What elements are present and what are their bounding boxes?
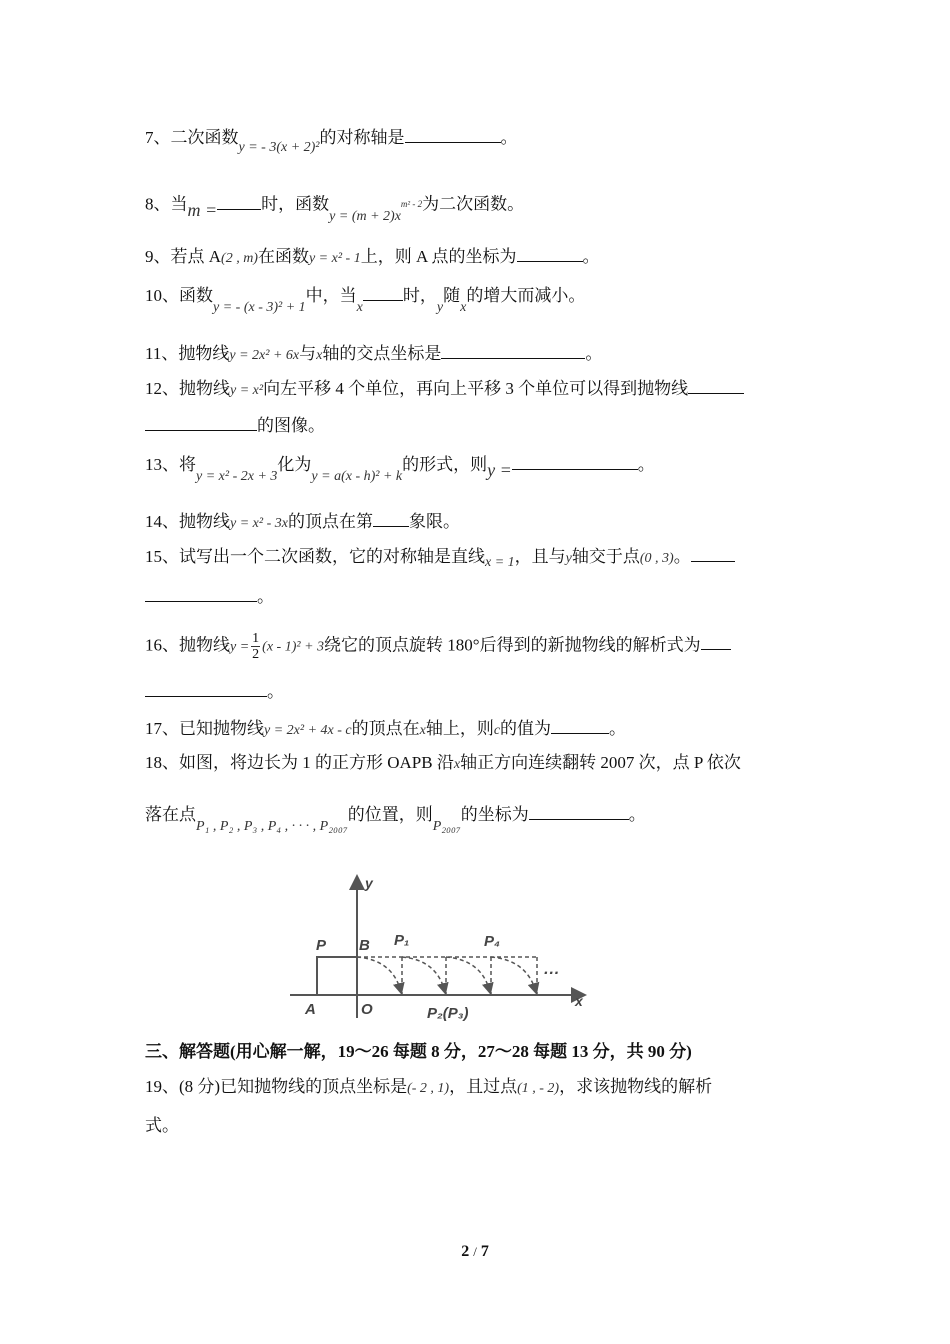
formula: y = x²: [230, 383, 264, 398]
square-oapb: [317, 957, 357, 995]
question-15-line2: 。: [145, 585, 274, 609]
formula: y = 2x² + 6x: [229, 348, 300, 363]
answer-blank[interactable]: [441, 342, 585, 359]
question-17: 17、已知抛物线y = 2x² + 4x - c的顶点在x轴上，则c的值为 。: [145, 719, 627, 738]
answer-blank[interactable]: [373, 510, 409, 527]
question-7: 7、二次函数$_{y = - 3(x + 2)^2}$的对称轴是 。: [145, 128, 518, 155]
rotation-arc: [402, 957, 445, 992]
label-o: O: [361, 1001, 373, 1018]
question-19-line2: 式。: [145, 1116, 179, 1135]
question-12-line2: 的图像。: [145, 414, 325, 438]
answer-blank[interactable]: [551, 717, 609, 734]
rotation-arc: [446, 957, 490, 992]
rotation-arc: [491, 957, 536, 992]
question-13: 13、将$_{y = x^2 - 2x + 3}$化为$_{y = a(x - h)^2 + k}$的形式，则y = 。: [145, 455, 655, 484]
formula: y = a(x - h)² + k: [311, 469, 403, 484]
question-16: 16、抛物线y = $\frac{1}{2}$ (x - 1)² + 3绕它的顶点旋转 180°后得到的新抛物线的解析式为: [145, 631, 731, 662]
question-9: 9、若点 A(2 , m)在函数y = x² - 1上，则 A 点的坐标为 。: [145, 247, 600, 266]
label-a: A: [305, 1001, 316, 1018]
square-rolling-figure: [285, 868, 595, 1028]
formula: y = - 3(x + 2)²: [238, 140, 320, 155]
label-p: P: [316, 937, 327, 954]
page-number: 2 / 7: [461, 1243, 489, 1260]
question-10: 10、函数$_{y = - (x - 3)^2 + 1}$中，当$_x$时，$_y$随$_x$的增大而减小。: [145, 286, 586, 315]
question-11: 11、抛物线y = 2x² + 6x与x轴的交点坐标是 。: [145, 344, 603, 363]
answer-blank[interactable]: [512, 453, 638, 470]
answer-blank[interactable]: [529, 803, 629, 820]
question-12: 12、抛物线y = x²向左平移 4 个单位，再向上平移 3 个单位可以得到抛物线: [145, 377, 744, 403]
section-title: 三、解答题(用心解一解，19～26 每题 8 分，27～28 每题 13 分，共 90 分): [145, 1042, 692, 1061]
answer-blank[interactable]: [145, 680, 267, 697]
answer-blank[interactable]: [688, 377, 744, 394]
formula: (x - 1)² + 3: [262, 639, 325, 655]
label-x: x: [575, 993, 583, 1009]
rotation-arc: [357, 957, 401, 992]
question-14: 14、抛物线y = x² - 3x的顶点在第 象限。: [145, 512, 460, 531]
label-p4: P₄: [484, 933, 501, 950]
question-8: 8、当m = 时，函数$_{y = (m + 2)x}^{m^2 - 2}$为二次函数。: [145, 194, 525, 224]
formula: y = x² - 1: [308, 251, 361, 266]
label-ellipsis: ···: [543, 965, 559, 982]
question-19: 19、(8 分)已知抛物线的顶点坐标是(- 2 , 1)，且过点(1 , - 2)，求该抛物线的解析: [145, 1077, 713, 1096]
formula: y = (m + 2)x: [329, 208, 401, 224]
label-y: y: [365, 875, 373, 891]
formula: y = 2x² + 4x - c: [264, 723, 352, 738]
answer-blank[interactable]: [363, 284, 403, 301]
points-list: P₁ , P₂ , P₃ , P₄ , · · · , P₂₀₀₇: [196, 819, 348, 834]
fraction: $\frac{1}{2}$: [252, 631, 260, 662]
formula: y = x² - 2x + 3: [196, 469, 278, 484]
answer-blank[interactable]: [517, 245, 583, 262]
label-b: B: [359, 937, 370, 954]
formula: x = 1: [485, 555, 515, 570]
answer-blank[interactable]: [217, 193, 261, 210]
formula: y = - (x - 3)² + 1: [213, 300, 306, 315]
answer-blank[interactable]: [145, 414, 257, 431]
answer-blank[interactable]: [145, 585, 257, 602]
answer-blank[interactable]: [691, 545, 735, 562]
question-15: 15、试写出一个二次函数，它的对称轴是直线$_{x = 1}$，且与y轴交于点(0 , 3)。: [145, 545, 735, 571]
label-p2p3: P₂(P₃): [427, 1005, 469, 1022]
question-16-line2: 。: [145, 680, 284, 704]
label-p1: P₁: [394, 932, 410, 949]
answer-blank[interactable]: [405, 126, 501, 143]
formula: y = x² - 3x: [230, 516, 288, 531]
answer-blank[interactable]: [701, 633, 731, 650]
question-18-line2: 落在点$_{P_1 , P_2 , P_3 , P_4 , \cdot \cdot \cdot , P_{2007}}$的位置，则$_{P_{2007}}$的坐标为 。: [145, 805, 646, 834]
question-18: 18、如图，将边长为 1 的正方形 OAPB 沿x轴正方向连续翻转 2007 次，点 P 依次: [145, 753, 741, 772]
